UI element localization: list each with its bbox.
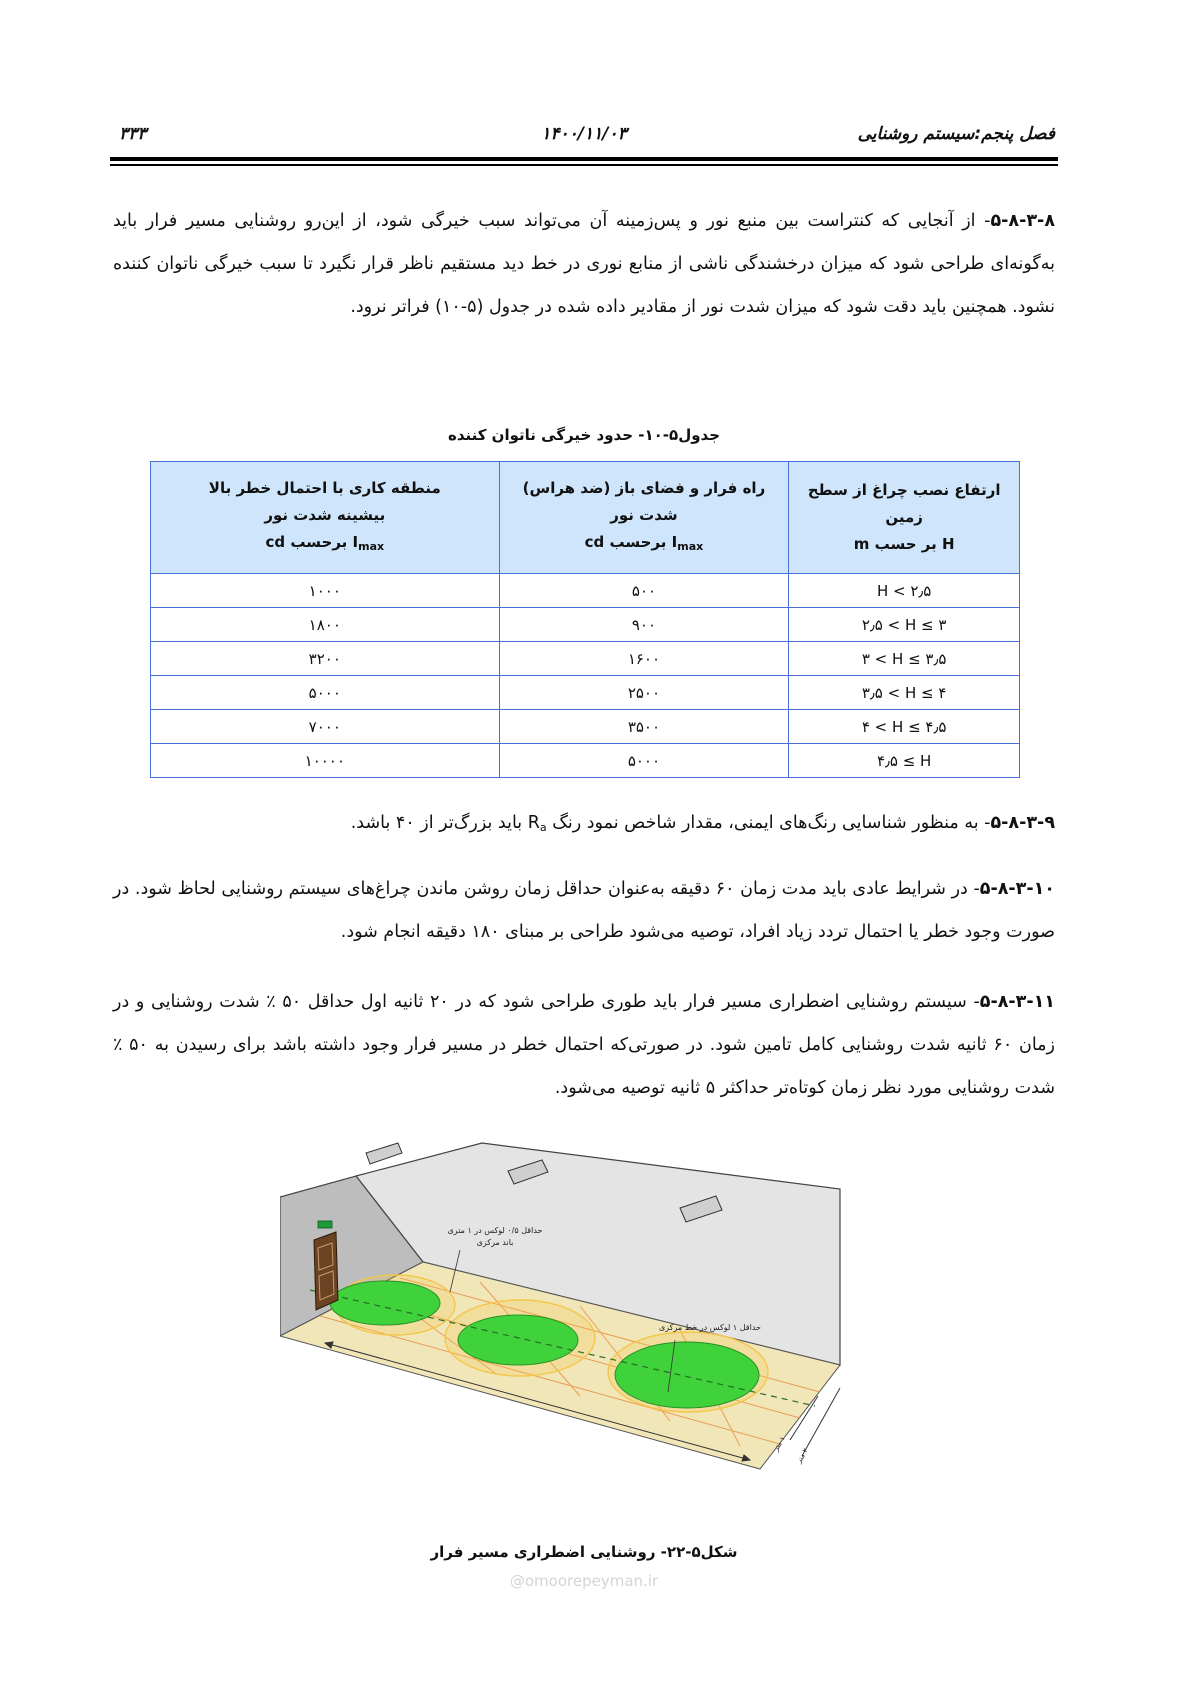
cell-hazard: ۳۲۰۰ — [151, 642, 500, 676]
dimension-2m-label: ۲ متر — [794, 1447, 810, 1465]
header-escape-route: راه فرار و فضای باز (ضد هراس) شدت نور $I_{max}$ برحسب cd — [499, 462, 789, 574]
escape-route-figure — [280, 1140, 880, 1540]
cell-hazard: ۷۰۰۰ — [151, 710, 500, 744]
paragraph-5-8-3-8 — [113, 200, 1055, 329]
clause-number: ۵-۸-۳-۱۰ — [979, 879, 1055, 899]
cell-height: ۴٫۵ ≤ H — [789, 744, 1020, 778]
header-rule-thick — [110, 157, 1058, 161]
cell-escape: ۱۶۰۰ — [499, 642, 789, 676]
dimension-1m-label: ۱ متر — [771, 1435, 787, 1453]
chapter-title: فصل پنجم:سیستم روشنایی — [857, 124, 1055, 144]
header-rule-thin — [110, 164, 1058, 166]
header-imax-line: $I_{max}$ برحسب cd — [584, 533, 704, 553]
glare-limits-table — [150, 461, 1020, 778]
clause-text: - از آنجایی که کنتراست بین منبع نور و پس‌زمینه آن می‌تواند سبب خیرگی شود، از این‌رو روشنایی مسیر فرار باید به‌گونه‌ای طراحی شود که میزان درخشندگی ناشی از منابع نوری در خط دید مستقیم ناظر قرار نگیرد تا سبب خیرگی ناتوان کننده نشود. همچنین باید دقت شود که میزان شدت نور از مقادیر داده شده در جدول (۵-۱۰) فراتر نرود. — [113, 211, 1055, 317]
table-row — [151, 608, 1020, 642]
table-row — [151, 676, 1020, 710]
clause-text: - در شرایط عادی باید مدت زمان ۶۰ دقیقه به‌عنوان حداقل زمان روشن ماندن چراغ‌های سیستم روشنایی لحاظ شود. در صورت وجود خطر یا احتمال تردد زیاد افراد، توصیه می‌شود طراحی بر مبنای ۱۸۰ دقیقه انجام شود. — [113, 879, 1055, 942]
header-high-risk-area: منطقه کاری با احتمال خطر بالا بیشینه شدت نور $I_{max}$ برحسب cd — [151, 462, 500, 574]
table-caption: جدول۵-۱۰- حدود خیرگی ناتوان کننده — [447, 426, 721, 444]
page-header — [113, 124, 1055, 154]
clause-number: ۵-۸-۳-۹ — [990, 813, 1055, 833]
door-icon — [314, 1232, 338, 1310]
paragraph-5-8-3-10 — [113, 868, 1055, 954]
exit-sign-icon — [318, 1221, 332, 1228]
cell-escape: ۳۵۰۰ — [499, 710, 789, 744]
cell-height: ۴ < H ≤ ۴٫۵ — [789, 710, 1020, 744]
ra-symbol: $R_a$ — [527, 813, 547, 834]
cell-hazard: ۵۰۰۰ — [151, 676, 500, 710]
table-row — [151, 574, 1020, 608]
paragraph-5-8-3-11 — [113, 981, 1055, 1110]
header-date: ۱۴۰۰/۱۱/۰۳ — [541, 124, 627, 144]
figure-annotation-half-lux: حداقل ۰/۵ لوکس در ۱ متری — [447, 1226, 543, 1235]
paragraph-5-8-3-9: ۵-۸-۳-۹- به منظور شناسایی رنگ‌های ایمنی، مقدار شاخص نمود رنگ $R_a$ باید بزرگ‌تر از ۴۰ باشد. — [350, 813, 1055, 834]
cell-hazard: ۱۸۰۰ — [151, 608, 500, 642]
table-row — [151, 744, 1020, 778]
table-header-row — [151, 462, 1020, 574]
watermark-text: @omoorepeyman.ir — [509, 1572, 659, 1590]
cell-escape: ۹۰۰ — [499, 608, 789, 642]
cell-height: H < ۲٫۵ — [789, 574, 1020, 608]
page-number: ۳۳۳ — [119, 124, 147, 144]
figure-caption: شکل۵-۲۲- روشنایی اضطراری مسیر فرار — [430, 1543, 738, 1561]
cell-hazard: ۱۰۰۰ — [151, 574, 500, 608]
header-imax-line: $I_{max}$ برحسب cd — [265, 533, 385, 553]
cell-height: ۳ < H ≤ ۳٫۵ — [789, 642, 1020, 676]
header-mounting-height: ارتفاع نصب چراغ از سطح زمین H بر حسب m — [789, 462, 1020, 574]
escape-route-illustration — [280, 1140, 880, 1540]
clause-text: - سیستم روشنایی اضطراری مسیر فرار باید طوری طراحی شود که در ۲۰ ثانیه اول حداقل ۵۰ ٪ شدت روشنایی و در زمان ۶۰ ثانیه شدت روشنایی کامل تامین شود. در صورتی‌که احتمال خطر در مسیر فرار وجود داشته باشد برای رسیدن به ۵۰ ٪ شدت روشنایی مورد نظر زمان کوتاه‌تر حداکثر ۵ ثانیه توصیه می‌شود. — [113, 992, 1055, 1098]
figure-annotation-central-band: باند مرکزی — [476, 1238, 514, 1247]
cell-escape: ۵۰۰۰ — [499, 744, 789, 778]
table-row — [151, 642, 1020, 676]
cell-escape: ۲۵۰۰ — [499, 676, 789, 710]
cell-hazard: ۱۰۰۰۰ — [151, 744, 500, 778]
figure-annotation-one-lux: حداقل ۱ لوکس در خط مرکزی — [659, 1323, 761, 1332]
cell-escape: ۵۰۰ — [499, 574, 789, 608]
table-row — [151, 710, 1020, 744]
cell-height: ۲٫۵ < H ≤ ۳ — [789, 608, 1020, 642]
clause-number: ۵-۸-۳-۸ — [990, 211, 1055, 231]
clause-number: ۵-۸-۳-۱۱ — [979, 992, 1055, 1012]
cell-height: ۳٫۵ < H ≤ ۴ — [789, 676, 1020, 710]
